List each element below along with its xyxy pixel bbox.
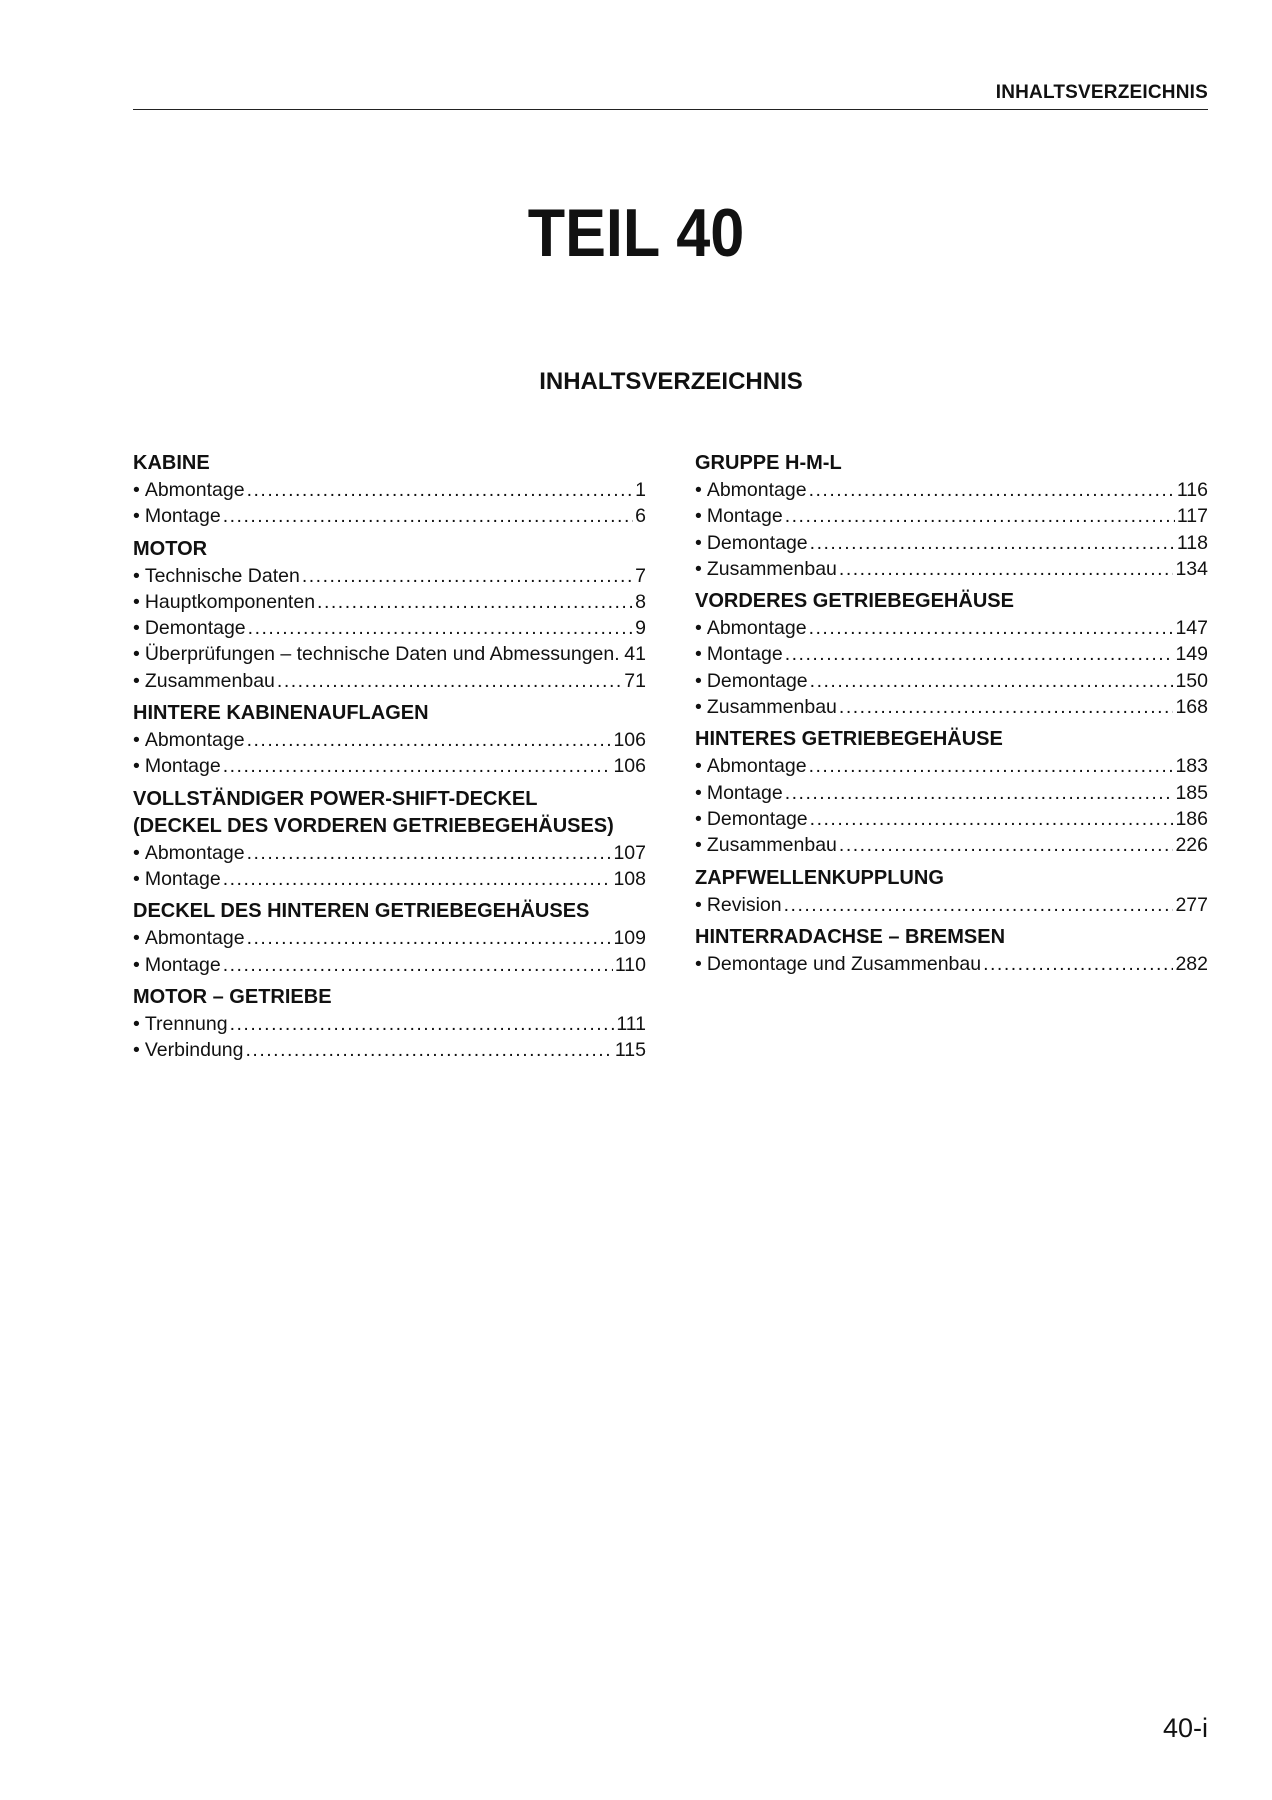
- entry-label: Abmontage: [706, 755, 807, 778]
- dot-leader: [785, 641, 1174, 667]
- entry-page-number: 147: [1175, 617, 1208, 640]
- entry-page-number: 106: [613, 729, 646, 752]
- bullet-icon: •: [695, 807, 702, 830]
- toc-entry[interactable]: [133, 753, 646, 779]
- toc-entry[interactable]: [695, 503, 1208, 529]
- toc-entry[interactable]: [133, 727, 646, 753]
- page-title: TEIL 40: [527, 195, 745, 271]
- toc-entry[interactable]: [133, 503, 646, 529]
- section-heading: ZAPFWELLENKUPPLUNG: [695, 866, 944, 889]
- entry-label: Montage: [144, 505, 221, 528]
- bullet-icon: •: [133, 1039, 140, 1062]
- entry-label: Montage: [144, 755, 221, 778]
- bullet-icon: •: [133, 617, 140, 640]
- bullet-icon: •: [695, 531, 702, 554]
- dot-leader: [223, 503, 633, 529]
- toc-section: [133, 786, 646, 893]
- toc-section: [695, 924, 1208, 977]
- dot-leader: [248, 615, 633, 641]
- toc-entry[interactable]: [133, 840, 646, 866]
- toc-entry[interactable]: [695, 806, 1208, 832]
- entry-label: Montage: [706, 505, 783, 528]
- page-number: 40-i: [1162, 1713, 1208, 1743]
- entry-label: Abmontage: [144, 729, 245, 752]
- toc-entry[interactable]: [695, 530, 1208, 556]
- toc-section: [133, 700, 646, 780]
- entry-page-number: 134: [1175, 557, 1208, 580]
- entry-page-number: 226: [1175, 834, 1208, 857]
- toc-title: INHALTSVERZEICHNIS: [539, 368, 803, 395]
- bullet-icon: •: [695, 643, 702, 666]
- entry-page-number: 9: [635, 617, 646, 640]
- section-heading: DECKEL DES HINTEREN GETRIEBEGEHÄUSES: [133, 900, 590, 923]
- toc-entry[interactable]: [133, 952, 646, 978]
- dot-leader: [839, 556, 1174, 582]
- entry-label: Zusammenbau: [706, 834, 837, 857]
- entry-page-number: 117: [1176, 505, 1208, 528]
- dot-leader: [983, 951, 1173, 977]
- bullet-icon: •: [695, 505, 702, 528]
- entry-label: Abmontage: [144, 841, 245, 864]
- entry-label: Montage: [706, 643, 783, 666]
- bullet-icon: •: [133, 927, 140, 950]
- dot-leader: [809, 477, 1175, 503]
- section-heading: VOLLSTÄNDIGER POWER-SHIFT-DECKEL (DECKEL DES VORDEREN GETRIEBEGEHÄUSES): [133, 787, 614, 837]
- section-heading: HINTERE KABINENAUFLAGEN: [133, 702, 429, 725]
- entry-page-number: 168: [1175, 696, 1208, 719]
- bullet-icon: •: [695, 696, 702, 719]
- entry-page-number: 282: [1175, 952, 1208, 975]
- entry-label: Technische Daten: [144, 564, 300, 587]
- entry-page-number: 115: [614, 1039, 646, 1062]
- bullet-icon: •: [695, 952, 702, 975]
- dot-leader: [246, 1037, 613, 1063]
- entry-page-number: 106: [613, 755, 646, 778]
- toc-entry[interactable]: [695, 668, 1208, 694]
- toc-entry[interactable]: [133, 925, 646, 951]
- toc-entry[interactable]: [695, 832, 1208, 858]
- dot-leader: [785, 503, 1175, 529]
- entry-label: Trennung: [144, 1012, 228, 1035]
- entry-page-number: 118: [1176, 531, 1208, 554]
- dot-leader: [223, 952, 613, 978]
- bullet-icon: •: [695, 617, 702, 640]
- dot-leader: [230, 1011, 615, 1037]
- entry-label: Montage: [706, 781, 783, 804]
- entry-label: Demontage: [706, 669, 808, 692]
- bullet-icon: •: [133, 505, 140, 528]
- toc-right-column: [695, 450, 1208, 983]
- toc-entry[interactable]: [695, 615, 1208, 641]
- entry-label: Montage: [144, 953, 221, 976]
- entry-page-number: 186: [1175, 807, 1208, 830]
- entry-page-number: 111: [616, 1012, 646, 1035]
- bullet-icon: •: [133, 953, 140, 976]
- entry-page-number: 149: [1175, 643, 1208, 666]
- entry-page-number: 183: [1175, 755, 1208, 778]
- bullet-icon: •: [695, 834, 702, 857]
- dot-leader: [839, 694, 1174, 720]
- bullet-icon: •: [133, 729, 140, 752]
- entry-page-number: 109: [613, 927, 646, 950]
- dot-leader: [317, 589, 633, 615]
- toc-section: [695, 588, 1208, 720]
- bullet-icon: •: [695, 893, 702, 916]
- bullet-icon: •: [133, 479, 140, 501]
- dot-leader: [223, 866, 612, 892]
- entry-label: Überprüfungen – technische Daten und Abmessungen.: [144, 643, 620, 666]
- entry-label: Demontage: [144, 617, 246, 640]
- bullet-icon: •: [695, 479, 702, 501]
- bullet-icon: •: [133, 669, 140, 692]
- section-heading: GRUPPE H-M-L: [695, 452, 842, 474]
- toc-entry[interactable]: [695, 556, 1208, 582]
- bullet-icon: •: [695, 669, 702, 692]
- bullet-icon: •: [133, 867, 140, 890]
- bullet-icon: •: [133, 755, 140, 778]
- bullet-icon: •: [695, 781, 702, 804]
- toc-entry[interactable]: [133, 589, 646, 615]
- toc-entry[interactable]: [695, 641, 1208, 667]
- entry-label: Hauptkomponenten: [144, 590, 316, 613]
- toc-entry[interactable]: [695, 780, 1208, 806]
- entry-label: Demontage: [706, 807, 808, 830]
- entry-label: Montage: [144, 867, 221, 890]
- dot-leader: [809, 753, 1174, 779]
- toc-entry[interactable]: [133, 1011, 646, 1037]
- bullet-icon: •: [133, 643, 140, 666]
- bullet-icon: •: [133, 841, 140, 864]
- toc-entry[interactable]: [133, 477, 646, 503]
- toc-section: [133, 984, 646, 1064]
- dot-leader: [839, 832, 1174, 858]
- toc-entry[interactable]: [695, 892, 1208, 918]
- toc-section: [133, 898, 646, 978]
- toc-entry[interactable]: [695, 477, 1208, 503]
- toc-entry[interactable]: [695, 694, 1208, 720]
- entry-page-number: 185: [1175, 781, 1208, 804]
- running-header: INHALTSVERZEICHNIS: [995, 82, 1208, 103]
- dot-leader: [809, 615, 1174, 641]
- entry-page-number: 8: [635, 590, 646, 613]
- dot-leader: [223, 753, 612, 779]
- toc-section: [695, 865, 1208, 918]
- toc-entry[interactable]: [695, 753, 1208, 779]
- entry-label: Zusammenbau: [706, 557, 837, 580]
- toc-section: [695, 726, 1208, 858]
- toc-section: [133, 450, 646, 530]
- section-heading: KABINE: [133, 452, 210, 474]
- dot-leader: [810, 806, 1174, 832]
- entry-page-number: 108: [613, 867, 646, 890]
- bullet-icon: •: [133, 564, 140, 587]
- dot-leader: [247, 477, 634, 503]
- dot-leader: [247, 925, 612, 951]
- dot-leader: [784, 892, 1174, 918]
- entry-label: Demontage: [706, 531, 808, 554]
- dot-leader: [247, 840, 612, 866]
- toc-entry[interactable]: [133, 866, 646, 892]
- toc-left-column: [133, 450, 646, 1069]
- dot-leader: [247, 727, 612, 753]
- entry-label: Zusammenbau: [144, 669, 275, 692]
- entry-page-number: 277: [1175, 893, 1208, 916]
- entry-page-number: 110: [614, 953, 646, 976]
- toc-entry[interactable]: [133, 641, 646, 667]
- dot-leader: [302, 563, 633, 589]
- bullet-icon: •: [695, 755, 702, 778]
- dot-leader: [810, 668, 1174, 694]
- entry-page-number: 41: [624, 643, 646, 666]
- section-heading: MOTOR: [133, 537, 208, 560]
- section-heading: HINTERRADACHSE – BREMSEN: [695, 925, 1006, 948]
- dot-leader: [810, 530, 1175, 556]
- dot-leader: [277, 668, 622, 694]
- entry-page-number: 107: [613, 841, 646, 864]
- toc-entry[interactable]: [133, 668, 646, 694]
- section-heading: MOTOR – GETRIEBE: [133, 985, 332, 1008]
- entry-label: Revision: [706, 893, 782, 916]
- toc-entry[interactable]: [133, 615, 646, 641]
- dot-leader: [785, 780, 1174, 806]
- toc-entry[interactable]: [133, 563, 646, 589]
- entry-label: Abmontage: [706, 617, 807, 640]
- toc-entry[interactable]: [133, 1037, 646, 1063]
- bullet-icon: •: [695, 557, 702, 580]
- entry-page-number: 71: [624, 669, 646, 692]
- entry-label: Abmontage: [144, 927, 245, 950]
- entry-label: Demontage und Zusammenbau: [706, 952, 982, 975]
- section-heading: VORDERES GETRIEBEGEHÄUSE: [695, 590, 1014, 613]
- entry-label: Abmontage: [144, 479, 245, 501]
- toc-entry[interactable]: [695, 951, 1208, 977]
- header-rule: [133, 109, 1208, 110]
- entry-label: Verbindung: [144, 1039, 244, 1062]
- bullet-icon: •: [133, 590, 140, 613]
- entry-page-number: 150: [1175, 669, 1208, 692]
- toc-section: [133, 536, 646, 694]
- section-heading: HINTERES GETRIEBEGEHÄUSE: [695, 728, 1003, 751]
- bullet-icon: •: [133, 1012, 140, 1035]
- toc-section: [695, 450, 1208, 582]
- entry-label: Abmontage: [706, 479, 807, 501]
- entry-label: Zusammenbau: [706, 696, 837, 719]
- entry-page-number: 7: [635, 564, 646, 587]
- entry-page-number: 1: [635, 479, 646, 501]
- entry-page-number: 116: [1176, 479, 1208, 501]
- entry-page-number: 6: [635, 505, 646, 528]
